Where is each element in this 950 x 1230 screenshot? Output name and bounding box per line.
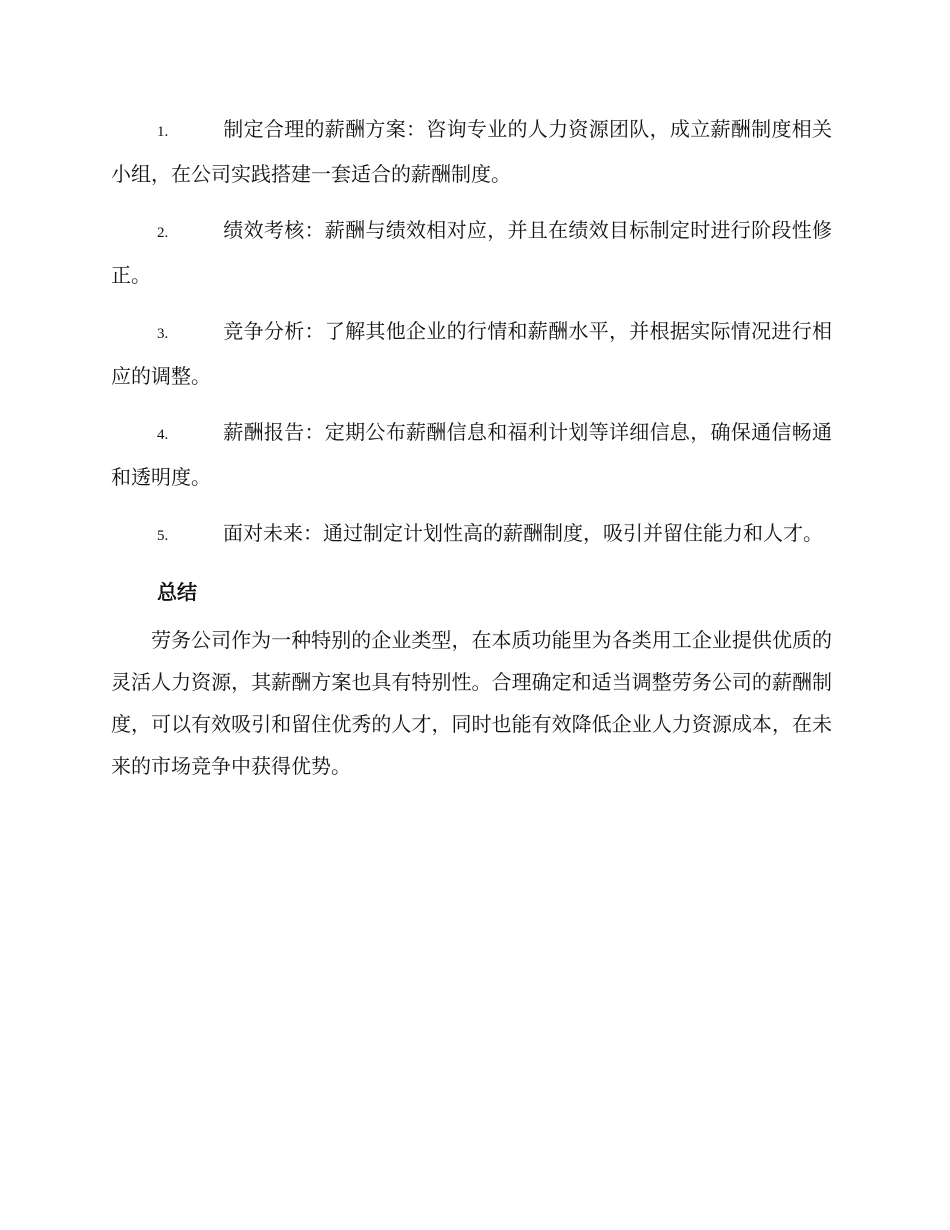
list-item-text: 制定合理的薪酬方案：咨询专业的人力资源团队，成立薪酬制度相关小组，在公司实践搭建一套适合的薪酬制度。 xyxy=(111,117,832,186)
list-item xyxy=(111,310,832,397)
summary-heading: 总结 xyxy=(157,580,197,604)
list-item xyxy=(111,209,832,296)
summary-paragraph: 劳务公司作为一种特别的企业类型，在本质功能里为各类用工企业提供优质的灵活人力资源，其薪酬方案也具有特别性。合理确定和适当调整劳务公司的薪酬制度，可以有效吸引和留住优秀的人才，同时也能有效降低企业人力资源成本，在未来的市场竞争中获得优势。 xyxy=(111,628,832,778)
list-item-number: 4. xyxy=(157,427,169,443)
list-item-text: 面对未来：通过制定计划性高的薪酬制度，吸引并留住能力和人才。 xyxy=(223,521,823,545)
list-item-text: 绩效考核：薪酬与绩效相对应，并且在绩效目标制定时进行阶段性修正。 xyxy=(111,218,832,287)
list-item-text: 薪酬报告：定期公布薪酬信息和福利计划等详细信息，确保通信畅通和透明度。 xyxy=(111,420,832,489)
list-item-number: 1. xyxy=(157,124,169,140)
list-item-number: 2. xyxy=(157,225,169,241)
list-item xyxy=(111,411,832,498)
list-item-number: 3. xyxy=(157,326,169,342)
list-item-text: 竞争分析：了解其他企业的行情和薪酬水平，并根据实际情况进行相应的调整。 xyxy=(111,319,832,388)
list-item xyxy=(111,512,832,557)
list-item xyxy=(111,108,832,195)
list-item-number: 5. xyxy=(157,528,169,544)
numbered-list xyxy=(111,108,832,557)
